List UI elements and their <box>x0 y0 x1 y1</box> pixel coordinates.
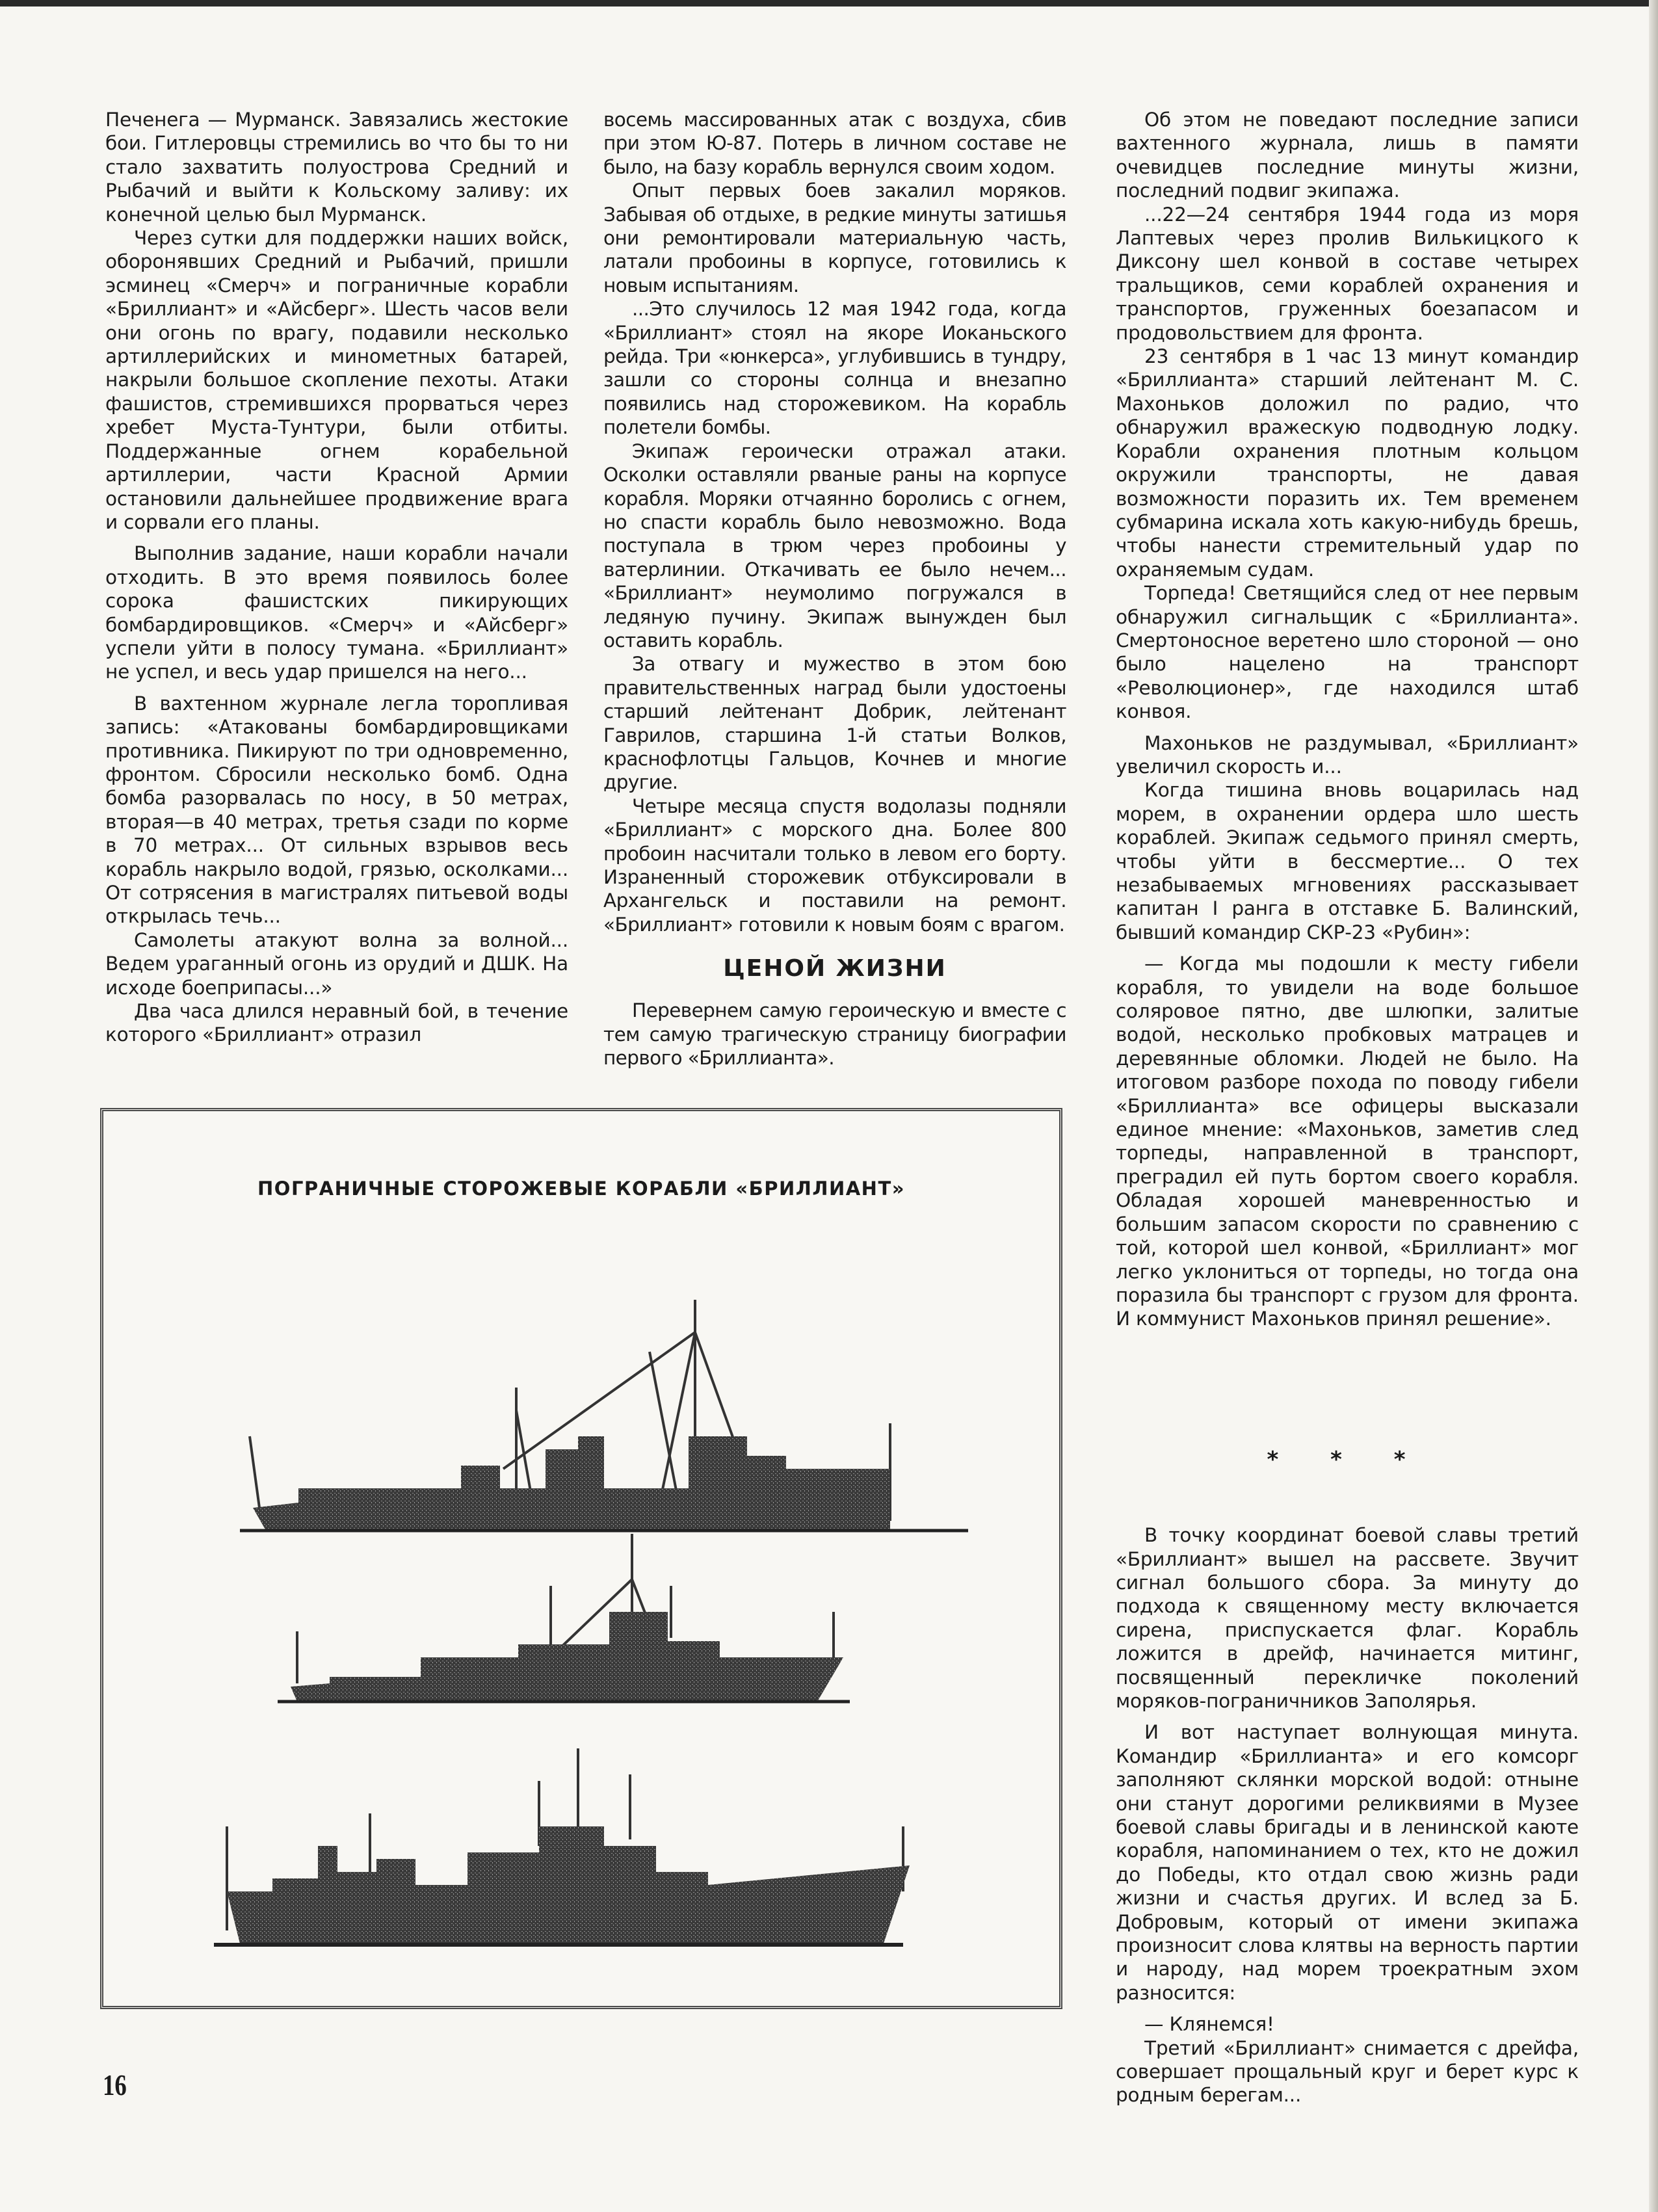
paragraph: — Когда мы подошли к месту гибели корабля, то увидели на воде большое соляровое пятно, две шлюпки, залитые водой, несколько пробковых матрацев и деревянные обломки. Людей не было. На итоговом разборе похода по поводу гибели «Бриллианта» все офицеры высказали единое мнение: «Махоньков, заметив след торпеды, направленной в транспорт, преградил ей путь бортом своего корабля. Обладая хорошей маневренностью и большим запасом скорости по сравнению с той, которой шел конвой, «Бриллиант» мог легко уклониться от торпеды, но тогда она поразила бы транспорт с грузом для фронта. И коммунист Махоньков принял решение». <box>1116 953 1579 1330</box>
paragraph: В вахтенном журнале легла торопливая запись: «Атакованы бомбардировщиками противника. Пикируют по три одновременно, фронтом. Сбросили несколько бомб. Одна бомба разорвалась по носу, в 50 метрах, вторая—в 40 метрах, третья сзади по корме в 70 метрах... От сильных взрывов весь корабль накрыло водой, грязью, осколками... От сотрясения в магистралях питьевой воды открылась течь... <box>105 692 568 928</box>
paragraph: Третий «Бриллиант» снимается с дрейфа, совершает прощальный круг и берет курс к родным берегам... <box>1116 2036 1579 2107</box>
ship-silhouette-2 <box>278 1527 915 1722</box>
paragraph: В точку координат боевой славы третий «Бриллиант» вышел на рассвете. Звучит сигнал большого сбора. За минуту до подхода к священному месту включается сирена, приспускается флаг. Корабль ложится в дрейф, начинается митинг, посвященный перекличке поколений моряков-пограничников Заполярья. <box>1116 1524 1579 1712</box>
ship-2-hull <box>291 1612 843 1702</box>
paragraph: Махоньков не раздумывал, «Бриллиант» увеличил скорость и... <box>1116 731 1579 778</box>
paragraph: ...22—24 сентября 1944 года из моря Лаптевых через пролив Вилькицкого к Диксону шел конвой в составе четырех тральщиков, семи кораблей охранения и транспортов, груженных боезапасом и продовольствием для фронта. <box>1116 203 1579 344</box>
paragraph: — Клянемся! <box>1144 2013 1274 2036</box>
paragraph: Перевернем самую героическую и вместе с тем самую трагическую страницу биографии первого «Бриллианта». <box>603 999 1066 1070</box>
paragraph: Об этом не поведают последние записи вахтенного журнала, лишь в памяти очевидцев последние минуты жизни, последний подвиг экипажа. <box>1116 109 1579 202</box>
paragraph: И вот наступает волнующая минута. Командир «Бриллианта» и его комсорг заполняют склянки морской водой: отныне они станут дорогими реликвиями в Музее боевой славы бригады и в ленинской каюте корабля, напоминанием о тех, кто не дожил до Победы, кто отдал свою жизнь ради жизни и счастья других. И вслед за Б. Добровым, который от имени экипажа произносит слова клятвы на верность партии и народу, над морем троекратным эхом разносится: <box>1116 1721 1579 2004</box>
paragraph: восемь массированных атак с воздуха, сбив при этом Ю-87. Потерь в личном составе не было, на базу корабль вернулся своим ходом. <box>603 109 1066 178</box>
figure-title: ПОГРАНИЧНЫЕ СТОРОЖЕВЫЕ КОРАБЛИ «БРИЛЛИАНТ» <box>257 1178 905 1200</box>
paragraph: Торпеда! Светящийся след от нее первым обнаружил сигнальщик с «Бриллианта». Смертоносное веретено шло стороной — оно было нацелено на транспорт «Революционер», где находился штаб конвоя. <box>1116 582 1579 723</box>
paragraph: Экипаж героически отражал атаки. Осколки оставляли рваные раны на корпусе корабля. Моряки отчаянно боролись с огнем, но спасти корабль было невозможно. Вода поступала в трюм через пробоины у ватерлинии. Откачивать ее было нечем... «Бриллиант» неумолимо погружался в ледяную пучину. Экипаж вынужден был оставить корабль. <box>603 440 1066 652</box>
section-heading: ЦЕНОЙ ЖИЗНИ <box>723 955 947 982</box>
top-border-rule <box>0 0 1658 7</box>
page-edge-shadow <box>1649 0 1658 2212</box>
ship-3-hull <box>227 1826 910 1943</box>
paragraph: Печенега — Мурманск. Завязались жестокие бои. Гитлеровцы стремились во что бы то ни стало захватить полуострова Средний и Рыбачий и выйти к Кольскому заливу: их конечной целью был Мурманск. <box>105 109 568 226</box>
paragraph: За отвагу и мужество в этом бою правительственных наград были удостоены старший лейтенант Добрик, лейтенант Гаврилов, старшина 1-й статьи Волков, краснофлотцы Гальцов, Кочнев и многие другие. <box>603 653 1066 794</box>
text-column-1 <box>105 108 568 1047</box>
paragraph: Самолеты атакуют волна за волной... Ведем ураганный огонь из орудий и ДШК. На исходе боеприпасы...» <box>105 928 568 999</box>
paragraph: Выполнив задание, наши корабли начали отходить. В это время появилось более сорока фашистских пикирующих бомбардировщиков. «Смерч» и «Айсберг» успели уйти в полосу тумана. «Бриллиант» не успел, и весь удар пришелся на него... <box>105 542 568 683</box>
ship-1-hull <box>253 1436 890 1531</box>
ship-illustration-box <box>100 1108 1062 2009</box>
paragraph: ...Это случилось 12 мая 1942 года, когда «Бриллиант» стоял на якоре Иоканьского рейда. Три «юнкерса», углубившись в тундру, зашли со стороны солнца и внезапно появились над сторожевиком. На корабль полетели бомбы. <box>603 298 1066 439</box>
paragraph: Два часа длился неравный бой, в течение которого «Бриллиант» отразил <box>105 1000 568 1046</box>
paragraph: Четыре месяца спустя водолазы подняли «Бриллиант» с морского дна. Более 800 пробоин насчитали только в левом его борту. Израненный сторожевик отбуксировали в Архангельск и поставили на ремонт. «Бриллиант» готовили к новым боям с врагом. <box>603 795 1066 936</box>
ship-silhouette-3 <box>201 1735 981 1969</box>
text-column-3 <box>1116 108 1579 2107</box>
paragraph: Опыт первых боев закалил моряков. Забывая об отдыхе, в редкие минуты затишья они ремонтировали материальную часть, латали пробоины в корпусе, готовились к новым испытаниям. <box>603 179 1066 296</box>
paragraph: Через сутки для поддержки наших войск, оборонявших Средний и Рыбачий, пришли эсминец «Смерч» и пограничные корабли «Бриллиант» и «Айсберг». Шесть часов вели они огонь по врагу, подавили несколько артиллерийских и минометных батарей, накрыли большое скопление пехоты. Атаки фашистов, стремившихся прорваться через хребет Муста-Тунтури, были отбиты. Поддержанные огнем корабельной артиллерии, части Красной Армии остановили дальнейшее продвижение врага и сорвали его планы. <box>105 227 568 533</box>
paragraph: Когда тишина вновь воцарилась над морем, в охранении ордера шло шесть кораблей. Экипаж седьмого принял смерть, чтобы уйти в бессмертие... О тех незабываемых мгновениях рассказывает капитан I ранга в отставке Б. Валинский, бывший командир СКР-23 «Рубин»: <box>1116 779 1579 943</box>
paragraph: 23 сентября в 1 час 13 минут командир «Бриллианта» старший лейтенант М. С. Махоньков доложил по радио, что обнаружил вражескую подводную лодку. Корабли охранения плотным кольцом окружили транспорты, не давая возможности поразить их. Тем временем субмарина искала хоть какую-нибудь брешь, чтобы нанести стремительный удар по охраняемым судам. <box>1116 345 1579 581</box>
text-column-2 <box>603 108 1066 1070</box>
section-separator: * * * <box>1267 1446 1428 1473</box>
page-number: 16 <box>103 2068 127 2101</box>
